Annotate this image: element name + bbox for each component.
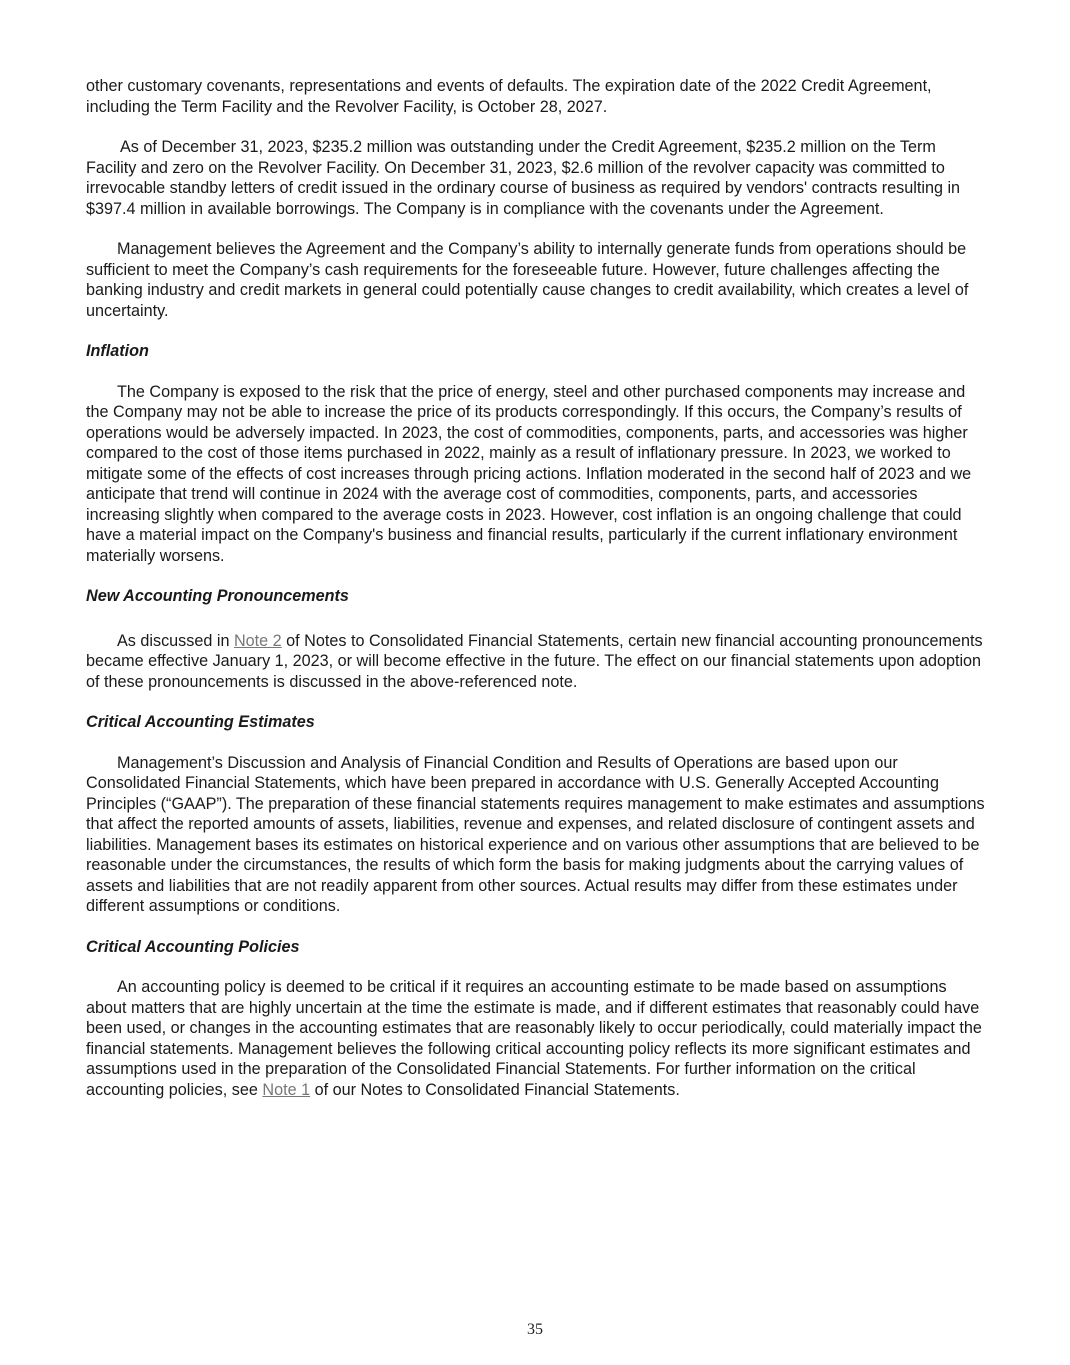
document-page bbox=[86, 76, 986, 1120]
paragraph-critical-policies bbox=[86, 977, 986, 1100]
note-2-link[interactable]: Note 2 bbox=[233, 631, 282, 650]
critical-policies-text-before-link: An accounting policy is deemed to be critical if it requires an accounting estimate to be made based on assumptions about matters that are highly uncertain at the time the estimate is made, and if different estimates that reasonably could have been used, or changes in the accounting estimates that are reasonably likely to occur periodically, could materially impact the financial statements. Management believes the following critical accounting policy reflects its more significant estimates and assumptions used in the preparation of the Consolidated Financial Statements. For further information on the critical accounting policies, see bbox=[86, 978, 982, 1099]
paragraph-credit-expiration: other customary covenants, representations and events of defaults. The expiration date of the 2022 Credit Agreement, including the Term Facility and the Revolver Facility, is October 28, 2027. bbox=[86, 77, 932, 116]
heading-new-accounting-pronouncements: New Accounting Pronouncements bbox=[86, 587, 349, 605]
page-number: 35 bbox=[527, 1321, 543, 1338]
paragraph-management-belief: Management believes the Agreement and the Company’s ability to internally generate funds from operations should be sufficient to meet the Company’s cash requirements for the foreseeable future. However, future challenges affecting the banking industry and credit markets in general could potentially cause changes to credit availability, which creates a level of uncertainty. bbox=[86, 240, 969, 320]
new-pronouncements-text-before-link: As discussed in bbox=[117, 631, 234, 650]
heading-critical-accounting-policies: Critical Accounting Policies bbox=[86, 937, 300, 956]
heading-critical-accounting-estimates: Critical Accounting Estimates bbox=[86, 713, 315, 731]
paragraph-new-pronouncements bbox=[86, 631, 986, 693]
heading-inflation: Inflation bbox=[86, 342, 149, 360]
paragraph-critical-estimates: Management’s Discussion and Analysis of Financial Condition and Results of Operations are based upon our Consolidated Financial Statements, which have been prepared in accordance with U.S. Generally Accepted Accounting Principles (“GAAP”). The preparation of these financial statements requires management to make estimates and assumptions that affect the reported amounts of assets, liabilities, revenue and expenses, and related disclosure of contingent assets and liabilities. Management bases its estimates on historical experience and on various other assumptions that are believed to be reasonable under the circumstances, the results of which form the basis for making judgments about the carrying values of assets and liabilities that are not readily apparent from other sources. Actual results may differ from these estimates under different assumptions or conditions. bbox=[86, 753, 985, 915]
new-pronouncements-text-after-link: of Notes to Consolidated Financial Statements, certain new financial accounting pronouncements became effective January 1, 2023, or will become effective in the future. The effect on our financial statements upon adoption of these pronouncements is discussed in the above-referenced note. bbox=[86, 631, 983, 691]
note-1-link[interactable]: Note 1 bbox=[262, 1080, 311, 1099]
critical-policies-text-after-link: of our Notes to Consolidated Financial Statements. bbox=[310, 1080, 680, 1099]
paragraph-outstanding-borrowings: As of December 31, 2023, $235.2 million was outstanding under the Credit Agreement, $235.2 million on the Term Facility and zero on the Revolver Facility. On December 31, 2023, $2.6 million of the revolver capacity was committed to irrevocable standby letters of credit issued in the ordinary course of business as required by vendors' contracts resulting in $397.4 million in available borrowings. The Company is in compliance with the covenants under the Agreement. bbox=[86, 138, 961, 218]
paragraph-inflation: The Company is exposed to the risk that the price of energy, steel and other purchased components may increase and the Company may not be able to increase the price of its products correspondingly. If this occurs, the Company’s results of operations would be adversely impacted. In 2023, the cost of commodities, components, parts, and accessories was higher compared to the cost of those items purchased in 2022, mainly as a result of inflationary pressure. In 2023, we worked to mitigate some of the effects of cost increases through pricing actions. Inflation moderated in the second half of 2023 and we anticipate that trend will continue in 2024 with the average cost of commodities, components, parts, and accessories increasing slightly when compared to the average costs in 2023. However, cost inflation is an ongoing challenge that could have a material impact on the Company's business and financial results, particularly if the current inflationary environment materially worsens. bbox=[86, 382, 972, 565]
